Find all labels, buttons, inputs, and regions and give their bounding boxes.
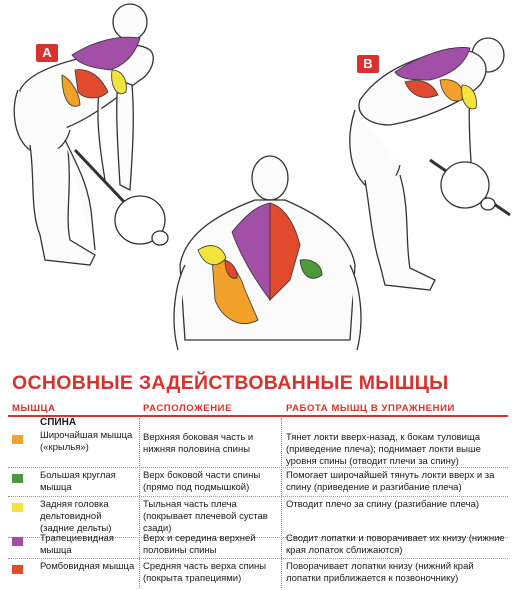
- muscle-name: Задняя головка дельтовидной (задние дельты): [40, 499, 112, 534]
- badge-a: A: [36, 44, 58, 62]
- muscle-location: Верх боковой части спины (прямо под подмышкой): [143, 470, 261, 493]
- section-label: СПИНА: [40, 417, 77, 428]
- muscle-location: Тыльная часть плеча (покрывает плечевой сустав сзади): [143, 499, 268, 534]
- muscle-work: Отводит плечо за спину (разгибание плеча): [286, 499, 480, 510]
- color-swatch: [12, 503, 23, 512]
- column-divider: [139, 418, 140, 588]
- muscle-work: Помогает широчайшей тянуть локти вверх и за спину (приведение и разгибание плеча): [286, 470, 495, 493]
- muscle-work: Сводит лопатки и поворачивает их книзу (нижние края лопаток сближаются): [286, 533, 505, 556]
- color-swatch: [12, 537, 23, 546]
- muscle-location: Средняя часть верха спины (покрыта трапециями): [143, 561, 267, 584]
- table-title: ОСНОВНЫЕ ЗАДЕЙСТВОВАННЫЕ МЫШЦЫ: [12, 372, 449, 394]
- column-divider: [281, 418, 282, 588]
- row-separator: [8, 467, 508, 468]
- color-swatch: [12, 565, 23, 574]
- muscle-location: Верхняя боковая часть и нижняя половина спины: [143, 432, 254, 455]
- muscle-location: Верх и середина верхней половины спины: [143, 533, 256, 556]
- color-swatch: [12, 474, 23, 483]
- row-separator: [8, 558, 508, 559]
- muscle-work: Тянет локти вверх-назад, к бокам туловища (приведение плеча); поднимает локти выше уровня спины (отводит плечи за спину): [286, 432, 481, 467]
- muscle-name: Ромбовидная мышца: [40, 561, 135, 572]
- row-separator: [8, 496, 508, 497]
- badge-b: B: [357, 55, 379, 73]
- muscle-name: Большая круглая мышца: [40, 470, 116, 493]
- header-work: РАБОТА МЫШЦ В УПРАЖНЕНИИ: [286, 403, 455, 414]
- color-swatch: [12, 435, 23, 444]
- header-rule: [8, 415, 508, 417]
- header-muscle: МЫШЦА: [12, 403, 56, 414]
- header-location: РАСПОЛОЖЕНИЕ: [143, 403, 233, 414]
- muscle-work: Поворачивает лопатки книзу (нижний край лопатки приближается к позвоночнику): [286, 561, 474, 584]
- muscle-name: Трапециевидная мышца: [40, 533, 114, 556]
- muscle-name: Широчайшая мышца («крылья»): [40, 430, 133, 453]
